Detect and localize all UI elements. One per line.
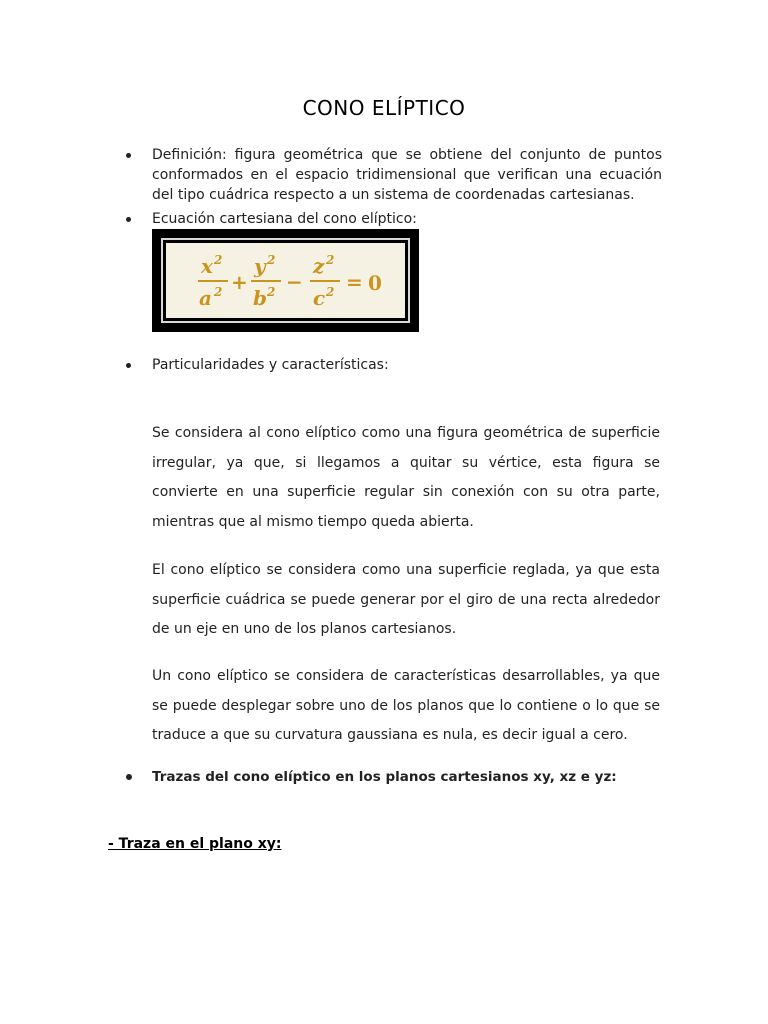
equation-formula [152,229,419,332]
eq-rhs: 0 [368,271,382,295]
bullet-text: Trazas del cono elíptico en los planos cartesianos xy, xz e yz: [152,769,617,785]
eq-op-equals: = [346,270,363,294]
bullet-icon [126,217,131,222]
eq-den-b: b [253,286,267,310]
eq-exp: 2 [326,253,335,267]
bullet-icon [126,363,131,368]
bullet-text: Particularidades y características: [152,357,389,373]
eq-op-minus: − [286,270,303,294]
bullet-equation [126,209,662,229]
bullet-icon [126,774,132,780]
bullet-characteristics [126,355,662,375]
eq-exp: 2 [214,253,223,267]
equation-image [152,229,419,332]
eq-num-y: y [254,254,266,278]
paragraph: El cono elíptico se considera como una superficie reglada, ya que esta superficie cuádrica se puede generar por el giro de una recta alrededor de un eje en uno de los planos cartesianos. [152,562,660,637]
eq-exp: 2 [326,285,335,299]
eq-den-c: c [313,286,326,310]
bullet-text: Definición: figura geométrica que se obtiene del conjunto de puntos conformados en el espacio tridimensional que verifican una ecuación del tipo cuádrica respecto a un sistema de coordenadas cartesianas. [152,147,662,203]
eq-exp: 2 [214,285,223,299]
eq-num-x: x [201,254,213,278]
eq-num-z: z [313,254,325,278]
eq-op-plus: + [231,270,248,294]
paragraph: Un cono elíptico se considera de características desarrollables, ya que se puede desplegar sobre uno de los planos que lo contiene o lo que se traduce a que su curvatura gaussiana es nula, es decir igual a cero. [152,668,660,743]
bullet-text: Ecuación cartesiana del cono elíptico: [152,211,417,227]
paragraph: Se considera al cono elíptico como una figura geométrica de superficie irregular, ya que, si llegamos a quitar su vértice, esta figura se convierte en una superficie regular sin conexión con su otra parte, mientras que al mismo tiempo queda abierta. [152,425,660,530]
bullet-definition [126,145,662,205]
section-subheading: - Traza en el plano xy: [108,836,282,852]
bullet-traces [126,767,662,787]
eq-den-a: a [199,286,212,310]
eq-exp: 2 [267,253,276,267]
eq-exp: 2 [267,285,276,299]
page-title: CONO ELÍPTICO [302,96,466,120]
bullet-icon [126,153,131,158]
